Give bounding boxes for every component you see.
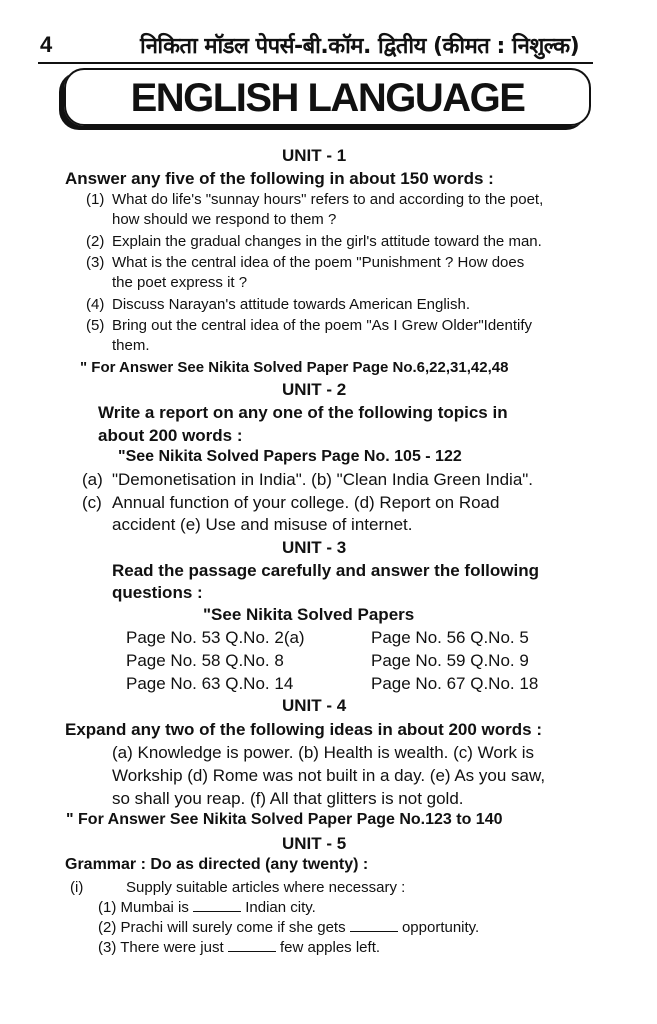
- item-text-before: Mumbai is: [120, 899, 189, 916]
- option-label: (a): [82, 470, 103, 489]
- exercise-item: [98, 939, 380, 956]
- item-text-after: few apples left.: [279, 939, 381, 956]
- unit-3-instruction: Read the passage carefully and answer the following: [112, 561, 540, 580]
- answer-reference: " For Answer See Nikita Solved Paper Page No.123 to 140: [66, 811, 503, 828]
- unit-5-instruction: Grammar : Do as directed (any twenty) :: [65, 856, 369, 873]
- exercise-item: [98, 919, 479, 936]
- answer-blank: [228, 939, 276, 952]
- unit-5-heading: UNIT - 5: [282, 834, 347, 853]
- unit-4-instruction: Expand any two of the following ideas in about 200 words :: [65, 720, 542, 739]
- answer-reference: "See Nikita Solved Papers Page No. 105 - 122: [118, 448, 462, 465]
- unit-2-instruction: Write a report on any one of the following topics in: [98, 403, 508, 422]
- running-header-title: निकिता मॉडल पेपर्स-बी.कॉम. द्वितीय (कीमत : निशुल्क): [140, 34, 580, 59]
- question-text: the poet express it ?: [112, 274, 248, 291]
- question-text: them.: [112, 337, 150, 354]
- item-number: (3): [98, 939, 117, 956]
- answer-reference: "See Nikita Solved Papers: [203, 605, 415, 624]
- question-text: Bring out the central idea of the poem "As I Grew Older"Identify: [112, 317, 533, 334]
- question-number: (4): [86, 296, 105, 313]
- unit-2-instruction: about 200 words :: [98, 426, 243, 445]
- subject-banner: [64, 68, 591, 126]
- page-number: 4: [40, 32, 53, 57]
- option-text: Annual function of your college. (d) Report on Road: [112, 493, 500, 512]
- page-reference: Page No. 63 Q.No. 14: [126, 674, 294, 693]
- idea-text: so shall you reap. (f) All that glitters is not gold.: [112, 789, 464, 808]
- idea-text: (a) Knowledge is power. (b) Health is wealth. (c) Work is: [112, 743, 535, 762]
- item-text-before: There were just: [120, 939, 224, 956]
- idea-text: Workship (d) Rome was not built in a day. (e) As you saw,: [112, 766, 546, 785]
- question-number: (5): [86, 317, 105, 334]
- unit-2-heading: UNIT - 2: [282, 380, 347, 399]
- unit-1-instruction: Answer any five of the following in about 150 words :: [65, 169, 494, 188]
- unit-3-instruction: questions :: [112, 583, 203, 602]
- page-reference: Page No. 56 Q.No. 5: [371, 628, 529, 647]
- question-text: Discuss Narayan's attitude towards American English.: [112, 296, 471, 313]
- option-text: accident (e) Use and misuse of internet.: [112, 515, 413, 534]
- subject-title: ENGLISH LANGUAGE: [130, 76, 525, 120]
- exercise-item: [98, 899, 316, 916]
- question-number: (1): [86, 191, 105, 208]
- page-reference: Page No. 53 Q.No. 2(a): [126, 628, 305, 647]
- unit-1-heading: UNIT - 1: [282, 146, 347, 165]
- page-reference: Page No. 59 Q.No. 9: [371, 651, 529, 670]
- answer-blank: [193, 899, 241, 912]
- page-reference: Page No. 58 Q.No. 8: [126, 651, 284, 670]
- page-reference: Page No. 67 Q.No. 18: [371, 674, 539, 693]
- answer-reference: " For Answer See Nikita Solved Paper Page No.6,22,31,42,48: [80, 359, 509, 376]
- item-text-before: Prachi will surely come if she gets: [120, 919, 346, 936]
- question-text: how should we respond to them ?: [112, 211, 337, 228]
- question-text: What do life's "sunnay hours" refers to and according to the poet,: [112, 191, 544, 208]
- answer-blank: [350, 919, 398, 932]
- question-number: (3): [86, 254, 105, 271]
- question-text: What is the central idea of the poem "Punishment ? How does: [112, 254, 525, 271]
- section-number: (i): [70, 879, 84, 896]
- unit-3-heading: UNIT - 3: [282, 538, 347, 557]
- question-number: (2): [86, 233, 105, 250]
- item-text-after: Indian city.: [245, 899, 316, 916]
- question-text: Explain the gradual changes in the girl's attitude toward the man.: [112, 233, 542, 250]
- option-text: "Demonetisation in India". (b) "Clean India Green India".: [112, 470, 534, 489]
- unit-4-heading: UNIT - 4: [282, 696, 347, 715]
- item-number: (1): [98, 899, 117, 916]
- option-label: (c): [82, 493, 102, 512]
- item-text-after: opportunity.: [401, 919, 480, 936]
- header-rule: [38, 62, 593, 64]
- section-text: Supply suitable articles where necessary :: [126, 879, 406, 896]
- item-number: (2): [98, 919, 117, 936]
